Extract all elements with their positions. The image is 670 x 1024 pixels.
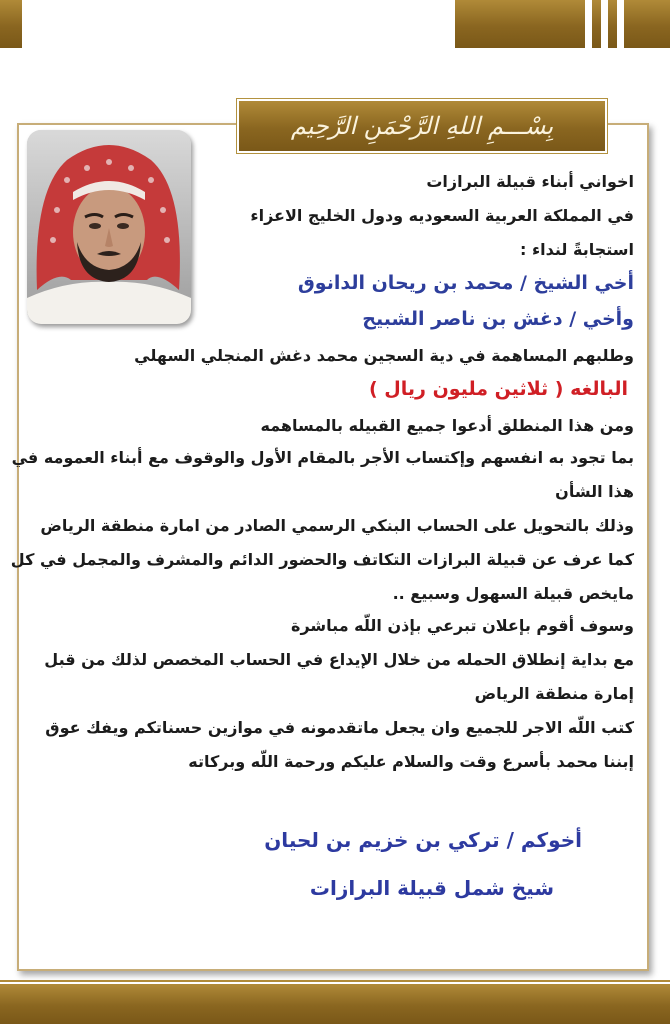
- gold-stripe-divider: [585, 0, 592, 48]
- letter-line: اخواني أبناء قبيلة البرازات: [426, 172, 634, 191]
- letter-line: بما تجود به انفسهم وإكتساب الأجر بالمقام الأول والوقوف مع أبناء العمومه في: [11, 448, 634, 467]
- letter-line: إبننا محمد بأسرع وقت والسلام عليكم ورحمة اللّه وبركاته: [188, 752, 634, 771]
- letter-line: وذلك بالتحويل على الحساب البنكي الرسمي الصادر من امارة منطقة الرياض: [40, 516, 634, 535]
- portrait-photo-icon: [27, 130, 191, 324]
- letter-line: استجابةً لنداء :: [520, 240, 634, 259]
- bismillah-text: بِسْـــمِ اللهِ الرَّحْمَنِ الرَّحِيم: [290, 112, 554, 140]
- portrait-photo: [27, 130, 191, 324]
- top-right-gold-block: [455, 0, 670, 48]
- letter-line: وطلبهم المساهمة في دية السجين محمد دغش المنجلي السهلي: [134, 346, 634, 365]
- signature-title: شيخ شمل قبيلة البرازات: [309, 876, 554, 900]
- letter-line-highlight-blue: أخي الشيخ / محمد بن ريحان الدانوق: [297, 272, 634, 294]
- gold-stripe-divider: [601, 0, 608, 48]
- top-left-gold-bar: [0, 0, 22, 48]
- letter-line: هذا الشأن: [555, 482, 634, 501]
- letter-line-highlight-red: البالغه ( ثلاثين مليون ريال ): [368, 378, 628, 400]
- letter-line: مايخص قبيلة السهول وسبيع ..: [392, 584, 634, 603]
- letter-line: ومن هذا المنطلق أدعوا جميع القبيله بالمساهمه: [260, 416, 634, 435]
- gold-stripe-divider: [617, 0, 624, 48]
- signature-name: أخوكم / تركي بن خزيم بن لحيان: [264, 828, 582, 852]
- letter-line: في المملكة العربية السعوديه ودول الخليج الاعزاء: [250, 206, 634, 225]
- letter-line: كتب اللّه الاجر للجميع وان يجعل ماتقدمونه في موازين حسناتكم ويفك عوق: [45, 718, 634, 737]
- letter-line: كما عرف عن قبيلة البرازات التكاتف والحضور الدائم والمشرف والمجمل في كل: [10, 550, 634, 569]
- letter-line: وسوف أقوم بإعلان تبرعي بإذن اللّه مباشرة: [291, 616, 634, 635]
- letter-line: مع بداية إنطلاق الحمله من خلال الإيداع في الحساب المخصص لذلك من قبل: [44, 650, 634, 669]
- letter-line-highlight-blue: وأخي / دغش بن ناصر الشبيح: [362, 308, 634, 330]
- bottom-gold-bar: [0, 984, 670, 1024]
- bottom-gold-line: [0, 980, 670, 982]
- bismillah-banner: [237, 99, 607, 153]
- letter-line: إمارة منطقة الرياض: [474, 684, 634, 703]
